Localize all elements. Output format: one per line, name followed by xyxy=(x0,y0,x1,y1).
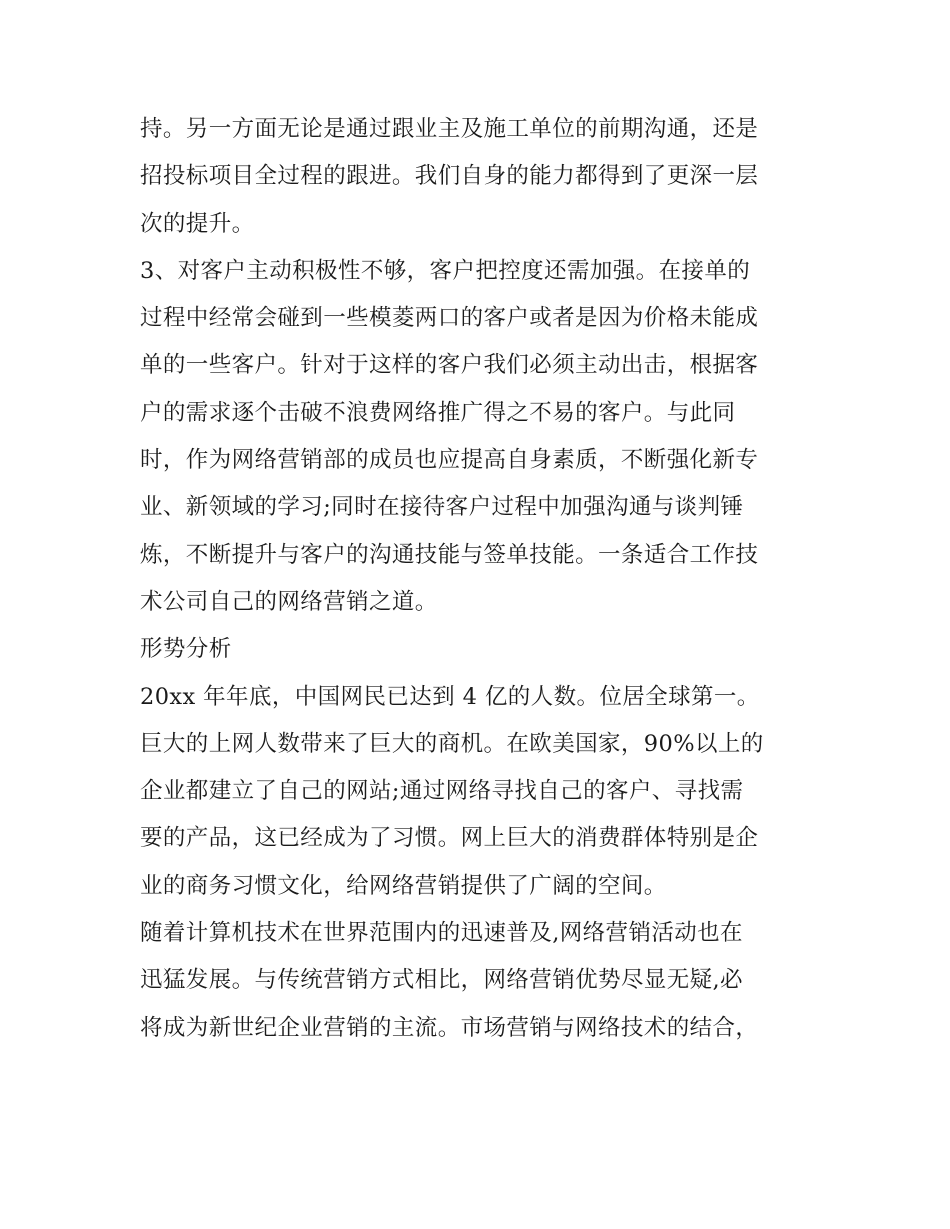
text-line: 迅猛发展。与传统营销方式相比，网络营销优势尽显无疑,必 xyxy=(140,967,743,994)
text-line: 时，作为网络营销部的成员也应提高自身素质，不断强化新专 xyxy=(140,447,759,474)
document-body xyxy=(140,106,815,1052)
text-line: 将成为新世纪企业营销的主流。市场营销与网络技术的结合， xyxy=(140,1014,759,1041)
text-line: 随着计算机技术在世界范围内的迅速普及,网络营销活动也在 xyxy=(140,920,743,947)
text-line: 次的提升。 xyxy=(140,210,255,237)
text-line: 20xx 年年底，中国网民已达到 4 亿的人数。位居全球第一。 xyxy=(140,683,760,710)
text-line: 要的产品，这已经成为了习惯。网上巨大的消费群体特别是企 xyxy=(140,825,759,852)
text-line: 业、新领域的学习;同时在接待客户过程中加强沟通与谈判锤 xyxy=(140,494,744,521)
text-line: 业的商务习惯文化，给网络营销提供了广阔的空间。 xyxy=(140,872,667,899)
text-line: 过程中经常会碰到一些模菱两口的客户或者是因为价格未能成 xyxy=(140,305,759,332)
text-line: 巨大的上网人数带来了巨大的商机。在欧美国家，90%以上的 xyxy=(140,730,764,757)
text-line: 户的需求逐个击破不浪费网络推广得之不易的客户。与此同 xyxy=(140,399,736,426)
text-line: 持。另一方面无论是通过跟业主及施工单位的前期沟通，还是 xyxy=(140,116,759,142)
text-line: 企业都建立了自己的网站;通过网络寻找自己的客户、寻找需 xyxy=(140,778,744,805)
text-line: 单的一些客户。针对于这样的客户我们必须主动出击，根据客 xyxy=(140,352,759,379)
section-heading: 形势分析 xyxy=(140,636,232,663)
text-line: 炼，不断提升与客户的沟通技能与签单技能。一条适合工作技 xyxy=(140,541,759,568)
text-line: 3、对客户主动积极性不够，客户把控度还需加强。在接单的 xyxy=(140,257,751,284)
text-line: 招投标项目全过程的跟进。我们自身的能力都得到了更深一层 xyxy=(140,163,759,190)
text-line: 术公司自己的网络营销之道。 xyxy=(140,588,438,615)
